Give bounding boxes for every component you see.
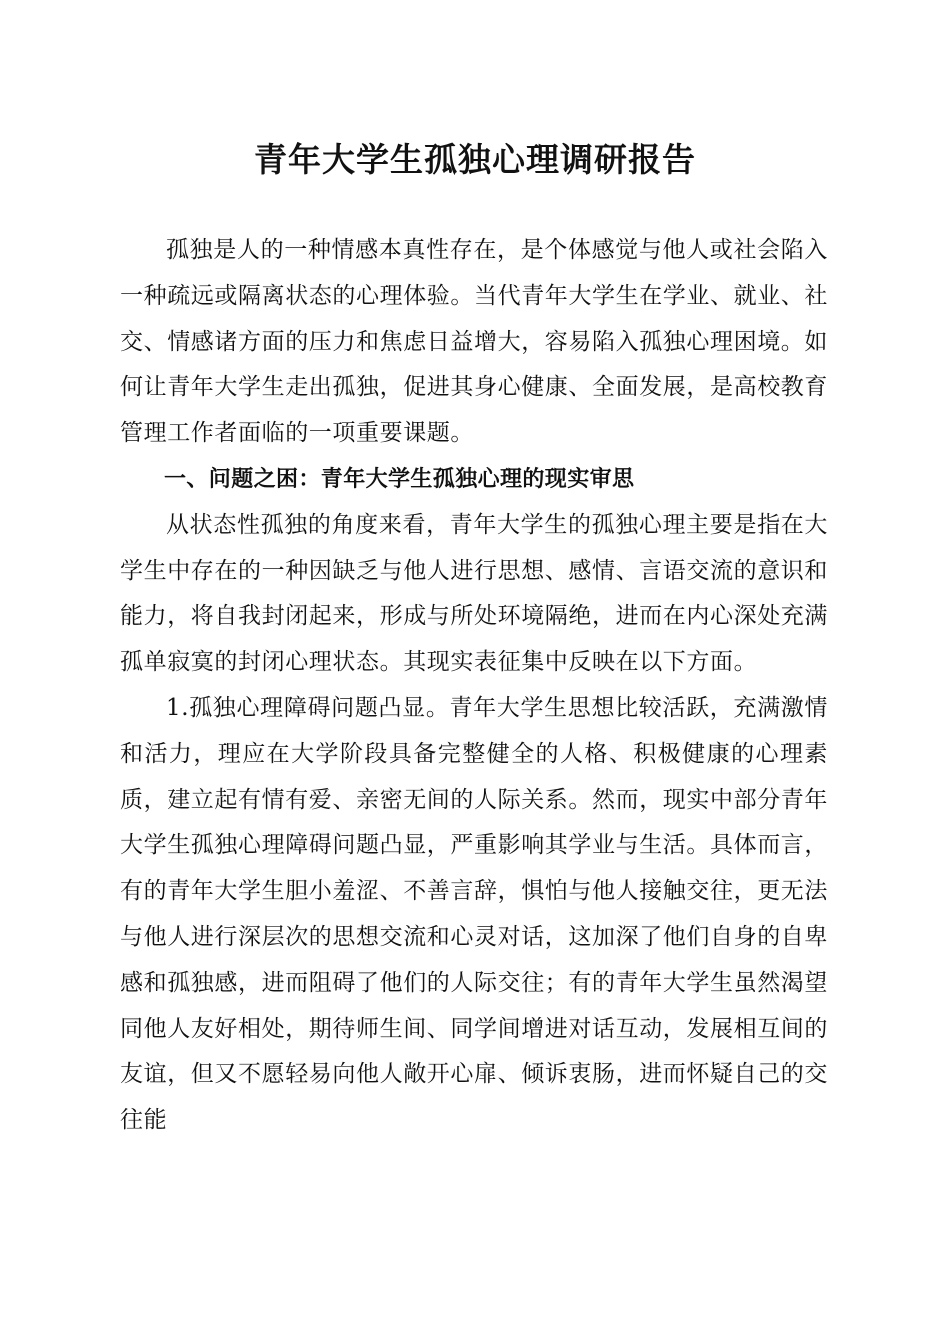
section-1-paragraph: 从状态性孤独的角度来看，青年大学生的孤独心理主要是指在大学生中存在的一种因缺乏与他人进行思想、感情、言语交流的意识和能力，将自我封闭起来，形成与所处环境隔绝，进而在内心深处充满孤单寂寞的封闭心理状态。其现实表征集中反映在以下方面。	[120, 511, 828, 676]
document-title: 青年大学生孤独心理调研报告	[254, 140, 696, 179]
document-body	[120, 228, 828, 1144]
point-1-paragraph: 1.孤独心理障碍问题凸显。青年大学生思想比较活跃，充满激情和活力，理应在大学阶段具备完整健全的人格、积极健康的心理素质，建立起有情有爱、亲密无间的人际关系。然而，现实中部分青年大学生孤独心理障碍问题凸显，严重影响其学业与生活。具体而言，有的青年大学生胆小羞涩、不善言辞，惧怕与他人接触交往，更无法与他人进行深层次的思想交流和心灵对话，这加深了他们自身的自卑感和孤独感，进而阻碍了他们的人际交往；有的青年大学生虽然渴望同他人友好相处，期待师生间、同学间增进对话互动，发展相互间的友谊，但又不愿轻易向他人敞开心扉、倾诉衷肠，进而怀疑自己的交往能	[120, 694, 828, 1134]
section-1-heading: 一、问题之困：青年大学生孤独心理的现实审思	[164, 466, 635, 492]
intro-paragraph: 孤独是人的一种情感本真性存在，是个体感觉与他人或社会陷入一种疏远或隔离状态的心理体验。当代青年大学生在学业、就业、社交、情感诸方面的压力和焦虑日益增大，容易陷入孤独心理困境。如何让青年大学生走出孤独，促进其身心健康、全面发展，是高校教育管理工作者面临的一项重要课题。	[120, 237, 828, 447]
